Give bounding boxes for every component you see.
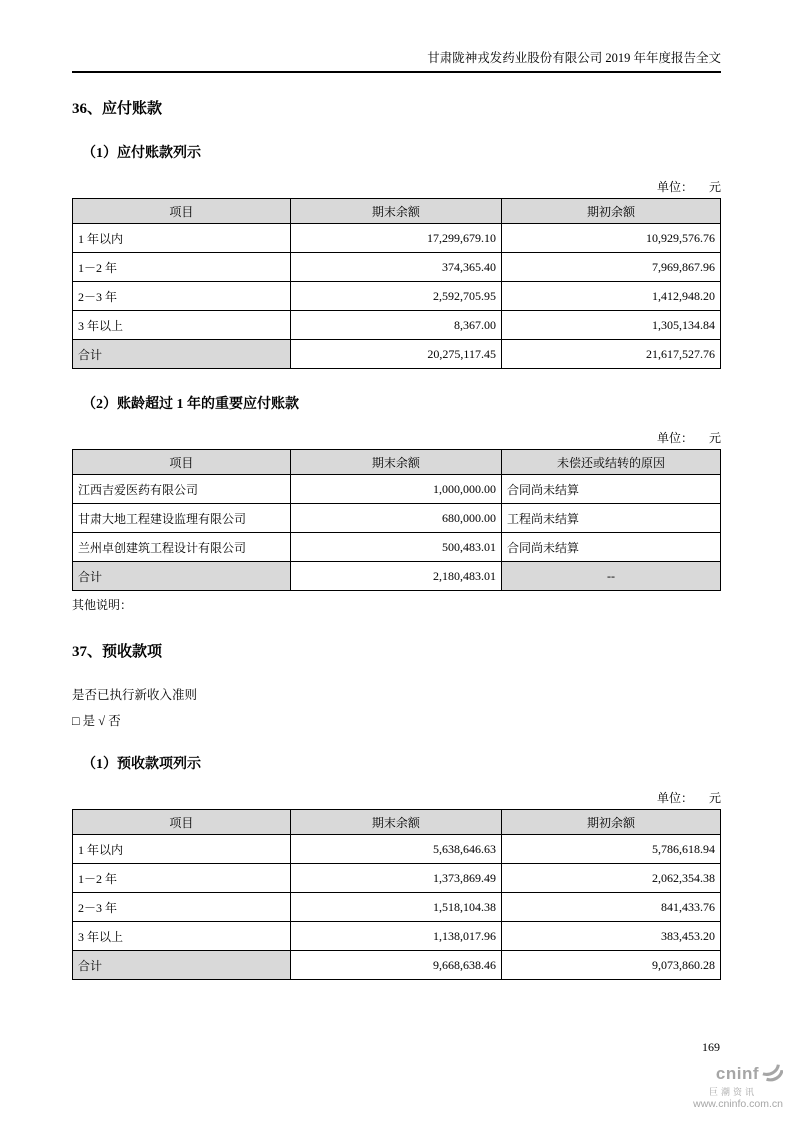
cell-value: 8,367.00 [290,311,501,340]
row-label: 1 年以内 [73,835,291,864]
column-header: 未偿还或结转的原因 [501,450,720,475]
cell-value: 1,138,017.96 [290,922,501,951]
unit-label: 单位： [656,791,693,805]
table-row [73,253,721,282]
column-header: 期末余额 [290,450,501,475]
cell-value: 1,373,869.49 [290,864,501,893]
other-note: 其他说明： [72,598,133,612]
report-header-title: 甘肃陇神戎发药业股份有限公司 2019 年年度报告全文 [72,0,721,73]
unit-line-2 [72,431,721,446]
column-header: 项目 [73,199,291,224]
column-header: 项目 [73,810,291,835]
row-label: 3 年以上 [73,922,291,951]
row-label: 1－2 年 [73,253,291,282]
total-label: 合计 [73,562,291,591]
cell-value: 5,786,618.94 [501,835,720,864]
cell-value: 680,000.00 [290,504,501,533]
column-header: 项目 [73,450,291,475]
table-header-row [73,199,721,224]
column-header: 期初余额 [501,810,720,835]
cell-value: 2,592,705.95 [290,282,501,311]
cell-value: 1,305,134.84 [501,311,720,340]
cninfo-brand-text: cninf [715,1064,759,1084]
cninfo-logo [693,1062,783,1110]
table-total-row [73,340,721,369]
section-36-title: 36、应付账款 [72,101,163,117]
table-total-row [73,562,721,591]
column-header: 期初余额 [501,199,720,224]
cell-value: 1,412,948.20 [501,282,720,311]
table-row [73,835,721,864]
cell-reason: 合同尚未结算 [501,475,720,504]
unit-value: 元 [708,431,721,445]
cell-value: 500,483.01 [290,533,501,562]
unit-line-1 [72,180,721,195]
new-revenue-standard-answer: □ 是 √ 否 [72,714,121,728]
cell-value: 10,929,576.76 [501,224,720,253]
unit-line-3 [72,791,721,806]
table-header-row [73,450,721,475]
total-value: 21,617,527.76 [501,340,720,369]
important-payables-over-1-year-table [72,449,721,591]
row-label: 兰州卓创建筑工程设计有限公司 [73,533,291,562]
cell-value: 7,969,867.96 [501,253,720,282]
unit-label: 单位： [656,180,693,194]
row-label: 3 年以上 [73,311,291,340]
unit-value: 元 [708,791,721,805]
total-value: -- [501,562,720,591]
cell-value: 1,518,104.38 [290,893,501,922]
total-label: 合计 [73,340,291,369]
unit-label: 单位： [656,431,693,445]
table-row [73,504,721,533]
cninfo-url: www.cninfo.com.cn [693,1097,783,1110]
cell-value: 5,638,646.63 [290,835,501,864]
cell-reason: 合同尚未结算 [501,533,720,562]
table-row [73,282,721,311]
advances-received-aging-table [72,809,721,980]
accounts-payable-aging-table [72,198,721,369]
cell-value: 383,453.20 [501,922,720,951]
cell-value: 17,299,679.10 [290,224,501,253]
table-header-row [73,810,721,835]
cell-value: 2,062,354.38 [501,864,720,893]
cell-value: 841,433.76 [501,893,720,922]
cell-value: 374,365.40 [290,253,501,282]
cell-value: 1,000,000.00 [290,475,501,504]
unit-value: 元 [708,180,721,194]
total-label: 合计 [73,951,291,980]
table-row [73,533,721,562]
table-row [73,864,721,893]
table-row [73,475,721,504]
cell-reason: 工程尚未结算 [501,504,720,533]
row-label: 1－2 年 [73,864,291,893]
total-value: 9,073,860.28 [501,951,720,980]
total-value: 2,180,483.01 [290,562,501,591]
table-total-row [73,951,721,980]
section-37-sub1-title: （1）预收款项列示 [82,757,201,772]
row-label: 2－3 年 [73,893,291,922]
table-row [73,893,721,922]
table-row [73,224,721,253]
section-37-title: 37、预收款项 [72,644,163,660]
total-value: 20,275,117.45 [290,340,501,369]
row-label: 甘肃大地工程建设监理有限公司 [73,504,291,533]
table-row [73,922,721,951]
section-36-sub1-title: （1）应付账款列示 [82,146,201,161]
cninfo-swoosh-icon [761,1062,783,1087]
new-revenue-standard-question: 是否已执行新收入准则 [72,688,198,702]
row-label: 2－3 年 [73,282,291,311]
cninfo-caption: 巨潮资讯 [708,1086,757,1097]
section-36-sub2-title: （2）账龄超过 1 年的重要应付账款 [82,397,299,412]
row-label: 1 年以内 [73,224,291,253]
page-number: 169 [702,1040,720,1054]
column-header: 期末余额 [290,199,501,224]
row-label: 江西吉爱医药有限公司 [73,475,291,504]
table-row [73,311,721,340]
column-header: 期末余额 [290,810,501,835]
total-value: 9,668,638.46 [290,951,501,980]
